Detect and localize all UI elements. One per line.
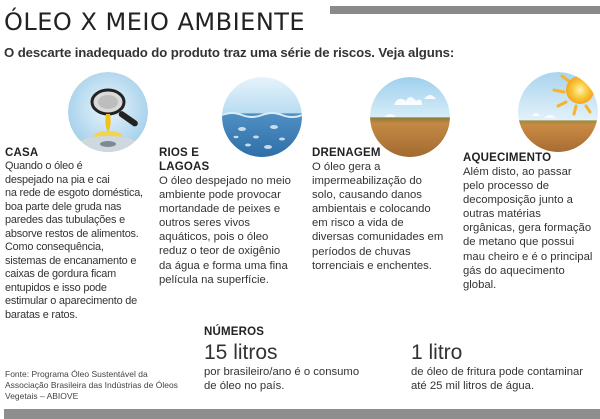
sun-warming-icon	[518, 72, 598, 152]
column-casa	[5, 146, 155, 322]
top-accent-bar	[330, 6, 600, 14]
column-text: O óleo despejado no meio ambiente pode provocar mortandade de peixes e outros seres vivos aquáticos, pois o óleo reduz o teor de oxigênio da água e forma uma fina película na superfície.	[159, 175, 291, 286]
column-text: Quando o óleo é despejado na pia e cai na rede de esgoto doméstica, boa parte dele gruda nas paredes das tubulações e absorve restos de alimentos. Como consequência, sistemas de encanamento e caixas de gordura ficam entupidos e isso pode estimular o aparecimento de baratas e ratos.	[5, 160, 143, 321]
column-title: RIOS E LAGOAS	[159, 147, 210, 173]
number-text: por brasileiro/ano é o consumo de óleo no país.	[204, 366, 360, 393]
soil-drainage-icon	[370, 77, 450, 157]
column-text: Além disto, ao passar pelo processo de decomposição junto a outras matérias orgânicas, gera formação de metano que possui mau cheiro e é o principal gás do aquecimento global.	[463, 166, 593, 291]
number-value: 1 litro	[411, 341, 463, 364]
bottom-accent-bar	[4, 409, 600, 419]
source-note: Fonte: Programa Óleo Sustentável da Associação Brasileira das Indústrias de Óleos Vegetais – ABIOVE	[5, 369, 178, 401]
column-title: AQUECIMENTO	[463, 152, 552, 164]
river-water-icon	[222, 77, 302, 157]
number-text: de óleo de fritura pode contaminar até 25 mil litros de água.	[411, 366, 584, 393]
column-text: O óleo gera a impermeabilização do solo, causando danos ambientais e colocando em risco a vida de diversas comunidades em períodos de chuvas torrenciais e enchentes.	[312, 161, 444, 272]
column-title: CASA	[5, 147, 39, 159]
sink-drain-icon	[68, 72, 148, 152]
column-drenagem	[312, 146, 462, 273]
page-title: ÓLEO X MEIO AMBIENTE	[4, 8, 306, 36]
number-item-contamination	[411, 341, 600, 393]
number-value: 15 litros	[204, 341, 278, 364]
number-item-consumption	[204, 341, 404, 393]
numbers-label: NÚMEROS	[204, 326, 265, 338]
column-aquecimento	[463, 151, 599, 292]
column-rios-lagoas	[159, 146, 309, 287]
column-title: DRENAGEM	[312, 147, 381, 159]
page-subtitle: O descarte inadequado do produto traz uma série de riscos. Veja alguns:	[4, 45, 455, 60]
